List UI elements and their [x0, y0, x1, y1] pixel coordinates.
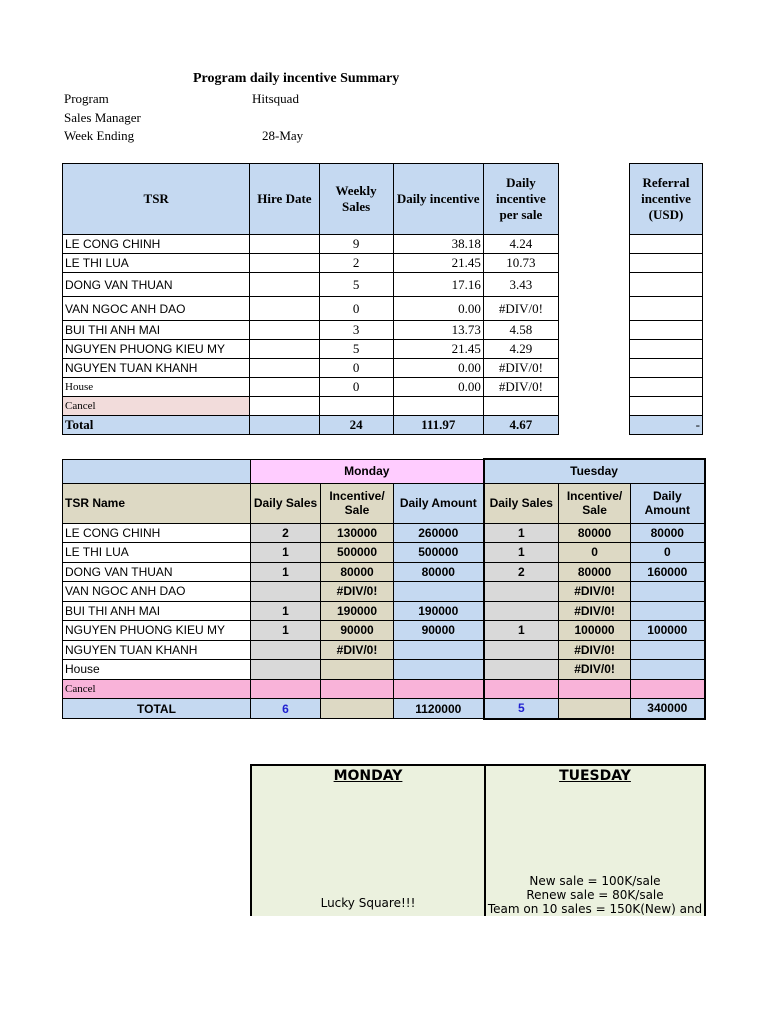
monday-incentive-cell: #DIV/0! [321, 640, 394, 660]
tuesday-incentive-cell: 100000 [559, 621, 631, 641]
monday-sales-cell: 1 [251, 543, 321, 563]
monday-amount-cell [394, 679, 484, 699]
hire-date-cell [250, 378, 319, 397]
summary-row [63, 397, 559, 416]
monday-incentive-cell: #DIV/0! [321, 582, 394, 602]
header-daily-incentive: Daily incentive [393, 164, 483, 235]
tsr-name-cell: LE CONG CHINH [63, 235, 250, 254]
daily-row [63, 621, 705, 641]
notes-tuesday-title: TUESDAY [559, 768, 631, 784]
daily-row [63, 601, 705, 621]
per-sale-cell: 10.73 [483, 254, 558, 273]
weekly-sales-cell: 5 [319, 273, 393, 297]
monday-incentive-cell: 130000 [321, 523, 394, 543]
header-tsr: TSR [63, 164, 250, 235]
monday-amount-cell: 80000 [394, 562, 484, 582]
daily-total-monday-inc [321, 699, 394, 719]
monday-incentive-cell: 90000 [321, 621, 394, 641]
monday-amount-cell: 260000 [394, 523, 484, 543]
monday-amount-cell: 90000 [394, 621, 484, 641]
daily-row [63, 523, 705, 543]
referral-cell [630, 297, 703, 321]
weekly-sales-cell: 9 [319, 235, 393, 254]
summary-row [63, 254, 559, 273]
monday-incentive-cell: 80000 [321, 562, 394, 582]
header-tuesday-amount: Daily Amount [631, 483, 705, 523]
referral-table [629, 163, 703, 435]
page-title: Program daily incentive Summary [193, 71, 400, 86]
daily-incentive-cell: 0.00 [393, 359, 483, 378]
header-daily-incentive-per-sale: Daily incentive per sale [483, 164, 558, 235]
referral-cell [630, 254, 703, 273]
tuesday-amount-cell: 80000 [631, 523, 705, 543]
daily-incentive-cell: 13.73 [393, 321, 483, 340]
referral-cell [630, 273, 703, 297]
monday-sales-cell: 1 [251, 601, 321, 621]
notes-tuesday [486, 766, 704, 916]
tuesday-sales-cell: 2 [484, 562, 559, 582]
week-ending-label: Week Ending [64, 128, 135, 143]
daily-incentive-cell: 21.45 [393, 254, 483, 273]
referral-cell [630, 359, 703, 378]
daily-row [63, 582, 705, 602]
tuesday-amount-cell [631, 582, 705, 602]
sales-manager-label: Sales Manager [64, 110, 141, 125]
day-header-monday: Monday [251, 459, 484, 483]
hire-date-cell [250, 273, 319, 297]
summary-total-row [63, 416, 559, 435]
per-sale-cell: 3.43 [483, 273, 558, 297]
day-header-tuesday: Tuesday [484, 459, 705, 483]
daily-corner [63, 459, 251, 483]
monday-sales-cell [251, 660, 321, 680]
monday-incentive-cell [321, 679, 394, 699]
daily-row [63, 562, 705, 582]
tuesday-sales-cell [484, 660, 559, 680]
header-weekly-sales: Weekly Sales [319, 164, 393, 235]
per-sale-cell: 4.29 [483, 340, 558, 359]
hire-date-cell [250, 235, 319, 254]
week-ending-value: 28-May [262, 128, 304, 143]
daily-row [63, 679, 705, 699]
header-hire-date: Hire Date [250, 164, 319, 235]
tuesday-sales-cell [484, 679, 559, 699]
tuesday-amount-cell [631, 679, 705, 699]
monday-amount-cell [394, 582, 484, 602]
monday-sales-cell: 2 [251, 523, 321, 543]
total-referral: - [630, 416, 703, 435]
per-sale-cell: 4.24 [483, 235, 558, 254]
daily-row [63, 660, 705, 680]
tsr-name-cell: BUI THI ANH MAI [63, 321, 250, 340]
summary-row [63, 235, 559, 254]
monday-amount-cell: 190000 [394, 601, 484, 621]
daily-tsr-name: NGUYEN TUAN KHANH [63, 640, 251, 660]
daily-incentive-cell: 0.00 [393, 378, 483, 397]
hire-date-cell [250, 359, 319, 378]
summary-row [63, 359, 559, 378]
daily-total-row [63, 699, 705, 719]
daily-tsr-name: LE CONG CHINH [63, 523, 251, 543]
referral-cell [630, 235, 703, 254]
weekly-sales-cell: 3 [319, 321, 393, 340]
tuesday-incentive-cell: #DIV/0! [559, 582, 631, 602]
header-monday-amount: Daily Amount [394, 483, 484, 523]
monday-incentive-cell [321, 660, 394, 680]
tsr-name-cell: Cancel [63, 397, 250, 416]
weekly-sales-cell: 0 [319, 378, 393, 397]
daily-incentive-cell [393, 397, 483, 416]
monday-incentive-cell: 190000 [321, 601, 394, 621]
daily-row [63, 543, 705, 563]
weekly-sales-cell: 0 [319, 359, 393, 378]
summary-table [62, 163, 559, 435]
notes-monday-text: Lucky Square!!! [320, 896, 416, 910]
header-tsr-name: TSR Name [63, 483, 251, 523]
notes-tuesday-line3: Team on 10 sales = 150K(New) and [487, 902, 703, 916]
header-monday-sales: Daily Sales [251, 483, 321, 523]
tuesday-amount-cell [631, 660, 705, 680]
tsr-name-cell: DONG VAN THUAN [63, 273, 250, 297]
per-sale-cell: #DIV/0! [483, 359, 558, 378]
tuesday-incentive-cell [559, 679, 631, 699]
daily-incentive-cell: 38.18 [393, 235, 483, 254]
referral-cell [630, 378, 703, 397]
referral-cell [630, 321, 703, 340]
tuesday-incentive-cell: 80000 [559, 523, 631, 543]
monday-amount-cell: 500000 [394, 543, 484, 563]
total-weekly: 24 [319, 416, 393, 435]
tuesday-amount-cell [631, 640, 705, 660]
tuesday-sales-cell [484, 601, 559, 621]
daily-tsr-name: NGUYEN PHUONG KIEU MY [63, 621, 251, 641]
tuesday-sales-cell: 1 [484, 621, 559, 641]
daily-total-monday-amount: 1120000 [394, 699, 484, 719]
daily-tsr-name: DONG VAN THUAN [63, 562, 251, 582]
weekly-sales-cell: 5 [319, 340, 393, 359]
hire-date-cell [250, 340, 319, 359]
program-value: Hitsquad [252, 91, 299, 106]
hire-date-cell [250, 254, 319, 273]
notes-tuesday-line2: Renew sale = 80K/sale [526, 888, 664, 902]
total-hire-cell [250, 416, 319, 435]
daily-tsr-name: LE THI LUA [63, 543, 251, 563]
header-tuesday-sales: Daily Sales [484, 483, 559, 523]
per-sale-cell: #DIV/0! [483, 297, 558, 321]
per-sale-cell: 4.58 [483, 321, 558, 340]
daily-tsr-name: BUI THI ANH MAI [63, 601, 251, 621]
daily-total-label: TOTAL [63, 699, 251, 719]
hire-date-cell [250, 321, 319, 340]
tuesday-sales-cell [484, 640, 559, 660]
notes-box [250, 764, 706, 916]
tuesday-incentive-cell: #DIV/0! [559, 640, 631, 660]
notes-monday-title: MONDAY [333, 768, 403, 784]
tsr-name-cell: NGUYEN TUAN KHANH [63, 359, 250, 378]
summary-row [63, 340, 559, 359]
tuesday-incentive-cell: 80000 [559, 562, 631, 582]
tuesday-incentive-cell: 0 [559, 543, 631, 563]
monday-amount-cell [394, 660, 484, 680]
monday-sales-cell [251, 640, 321, 660]
header-tuesday-incentive: Incentive/ Sale [559, 483, 631, 523]
per-sale-cell [483, 397, 558, 416]
referral-cell [630, 397, 703, 416]
notes-tuesday-line1: New sale = 100K/sale [529, 874, 661, 888]
daily-incentive-cell: 21.45 [393, 340, 483, 359]
tuesday-amount-cell [631, 601, 705, 621]
total-daily: 111.97 [393, 416, 483, 435]
daily-total-tuesday-sales: 5 [484, 699, 559, 719]
tuesday-incentive-cell: #DIV/0! [559, 660, 631, 680]
daily-tsr-name: VAN NGOC ANH DAO [63, 582, 251, 602]
daily-tsr-name: Cancel [63, 679, 251, 699]
weekly-sales-cell: 2 [319, 254, 393, 273]
notes-monday [252, 766, 486, 916]
header-referral: Referral incentive (USD) [630, 164, 703, 235]
monday-sales-cell [251, 679, 321, 699]
program-label: Program [64, 91, 109, 106]
monday-sales-cell: 1 [251, 621, 321, 641]
tuesday-sales-cell: 1 [484, 523, 559, 543]
monday-sales-cell [251, 582, 321, 602]
tuesday-sales-cell: 1 [484, 543, 559, 563]
tuesday-amount-cell: 100000 [631, 621, 705, 641]
weekly-sales-cell: 0 [319, 297, 393, 321]
hire-date-cell [250, 297, 319, 321]
tsr-name-cell: NGUYEN PHUONG KIEU MY [63, 340, 250, 359]
tuesday-amount-cell: 160000 [631, 562, 705, 582]
summary-row [63, 378, 559, 397]
referral-cell [630, 340, 703, 359]
daily-incentive-cell: 17.16 [393, 273, 483, 297]
tuesday-incentive-cell: #DIV/0! [559, 601, 631, 621]
hire-date-cell [250, 397, 319, 416]
total-per-sale: 4.67 [483, 416, 558, 435]
tsr-name-cell: VAN NGOC ANH DAO [63, 297, 250, 321]
summary-row [63, 321, 559, 340]
monday-amount-cell [394, 640, 484, 660]
daily-table [62, 458, 706, 720]
daily-total-tuesday-inc [559, 699, 631, 719]
tuesday-amount-cell: 0 [631, 543, 705, 563]
per-sale-cell: #DIV/0! [483, 378, 558, 397]
daily-incentive-cell: 0.00 [393, 297, 483, 321]
daily-total-monday-sales: 6 [251, 699, 321, 719]
tsr-name-cell: House [63, 378, 250, 397]
summary-row [63, 273, 559, 297]
weekly-sales-cell [319, 397, 393, 416]
tsr-name-cell: LE THI LUA [63, 254, 250, 273]
daily-total-tuesday-amount: 340000 [631, 699, 705, 719]
monday-sales-cell: 1 [251, 562, 321, 582]
monday-incentive-cell: 500000 [321, 543, 394, 563]
summary-row [63, 297, 559, 321]
header-monday-incentive: Incentive/ Sale [321, 483, 394, 523]
daily-row [63, 640, 705, 660]
total-label: Total [63, 416, 250, 435]
daily-tsr-name: House [63, 660, 251, 680]
tuesday-sales-cell [484, 582, 559, 602]
